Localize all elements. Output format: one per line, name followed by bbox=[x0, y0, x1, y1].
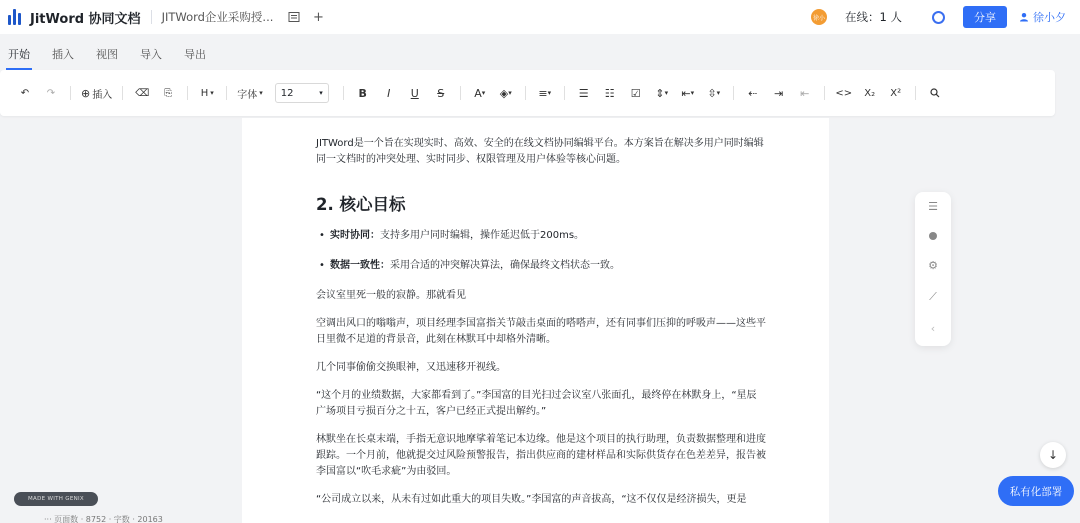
ordered-list-icon[interactable]: ☷ bbox=[604, 86, 615, 100]
divider bbox=[343, 86, 344, 100]
bullet-list-icon[interactable]: ☰ bbox=[578, 86, 589, 100]
format-painter-icon[interactable]: ⎘ bbox=[164, 87, 173, 99]
paragraph: “这个月的业绩数据，大家都看到了。”李国富的目光扫过会议室八张面孔，最终停在林默身上，“星辰广场项目亏损百分之十五，客户已经正式提出解约。” bbox=[316, 390, 757, 417]
bullet-text: 支持多用户同时编辑，操作延迟低于200ms。 bbox=[380, 230, 585, 241]
app-title: JitWord 协同文档 bbox=[30, 11, 141, 27]
heading-select[interactable] bbox=[198, 83, 216, 103]
align-icon[interactable]: ≡ ▾ bbox=[538, 86, 552, 100]
highlight-icon[interactable]: ◈ ▾ bbox=[499, 86, 512, 100]
add-tab-icon[interactable]: + bbox=[312, 9, 324, 25]
paragraph: 空调出风口的嗡嗡声，项目经理李国富指关节敲击桌面的嗒嗒声，还有同事们压抑的呼吸声——这些平日里微不足道的背景音，此刻在林默耳中却格外清晰。 bbox=[316, 318, 766, 345]
section-heading: 2. 核心目标 bbox=[316, 195, 406, 214]
underline-icon[interactable]: U bbox=[410, 86, 419, 100]
document-page[interactable] bbox=[242, 118, 829, 523]
superscript-icon[interactable]: X² bbox=[890, 87, 902, 99]
decrease-indent-icon[interactable]: ⇤ bbox=[800, 86, 810, 100]
floating-tool-panel bbox=[915, 192, 951, 346]
bullet-list bbox=[316, 228, 766, 274]
tab-export[interactable]: 导出 bbox=[184, 48, 206, 61]
user-name: 徐小夕 bbox=[1033, 11, 1066, 24]
outline-icon[interactable]: ☰ bbox=[928, 200, 938, 213]
paragraph: “公司成立以来，从未有过如此重大的项目失败。”李国富的声音拔高，“这不仅仅是经济损失，更是 bbox=[316, 494, 747, 505]
code-icon[interactable]: <> bbox=[835, 87, 853, 99]
intro-paragraph: JITWord是一个旨在实现实时、高效、安全的在线文档协同编辑平台。本方案旨在解决多用户同时编辑同一文档时的冲突处理、实时同步、权限管理及用户体验等核心问题。 bbox=[316, 138, 764, 165]
private-deploy-button[interactable]: 私有化部署 bbox=[998, 476, 1074, 506]
header-actions bbox=[811, 0, 1080, 34]
insert-button[interactable] bbox=[81, 83, 112, 103]
user-menu[interactable] bbox=[1019, 9, 1066, 25]
list-item bbox=[316, 258, 766, 274]
logo-icon bbox=[8, 9, 22, 25]
search-icon[interactable] bbox=[926, 83, 944, 103]
collapse-icon[interactable]: ‹ bbox=[930, 322, 936, 335]
status-bar bbox=[0, 515, 1080, 523]
italic-icon[interactable]: I bbox=[387, 86, 391, 100]
divider bbox=[733, 86, 734, 100]
tab-start[interactable]: 开始 bbox=[8, 38, 30, 66]
undo-icon[interactable]: ↶ bbox=[20, 87, 30, 99]
divider bbox=[70, 86, 71, 100]
gear-icon[interactable]: ⚙ bbox=[928, 259, 938, 272]
ribbon-tabs bbox=[0, 38, 220, 66]
redo-icon[interactable]: ↷ bbox=[46, 87, 56, 99]
status-text: ··· 页面数 · 8752 · 字数 · 20163 bbox=[44, 515, 163, 523]
avatar[interactable]: 徐小 bbox=[811, 9, 827, 25]
font-size-value: 12 bbox=[280, 87, 294, 99]
bullet-label: 数据一致性： bbox=[330, 260, 390, 271]
plus-circle-icon: ⊕ bbox=[81, 86, 91, 100]
divider bbox=[824, 86, 825, 100]
chevron-down-icon: ▾ bbox=[259, 89, 263, 97]
user-icon bbox=[1019, 12, 1029, 22]
eraser-icon[interactable]: ⌫ bbox=[135, 87, 150, 99]
scroll-down-button[interactable]: ↓ bbox=[1040, 442, 1066, 468]
magic-wand-icon[interactable]: ⟋ bbox=[929, 290, 937, 303]
tab-insert[interactable]: 插入 bbox=[52, 48, 74, 61]
tab-import[interactable]: 导入 bbox=[140, 48, 162, 61]
divider bbox=[151, 10, 152, 24]
toolbar bbox=[0, 70, 1055, 116]
indent-icon[interactable]: ⇤ ▾ bbox=[681, 86, 695, 100]
bold-icon[interactable]: B bbox=[358, 86, 367, 100]
paragraph: 几个同事偷偷交换眼神，又迅速移开视线。 bbox=[316, 362, 506, 373]
divider bbox=[564, 86, 565, 100]
divider bbox=[226, 86, 227, 100]
outdent-icon[interactable]: ⇠ bbox=[748, 86, 758, 100]
paragraph: 林默坐在长桌末端，手指无意识地摩挲着笔记本边缘。他是这个项目的执行助理，负责数据整理和进度跟踪。一个月前，他就提交过风险预警报告，指出供应商的建材样品和实际供货存在色差差异，报告被李国富以“吹毛求疵”为由驳回。 bbox=[316, 434, 766, 477]
document-content[interactable] bbox=[316, 136, 766, 520]
font-label: 字体 bbox=[237, 89, 258, 101]
comment-icon[interactable] bbox=[926, 231, 940, 241]
bullet-text: 采用合适的冲突解决算法，确保最终文档状态一致。 bbox=[390, 260, 620, 271]
insert-label: 插入 bbox=[92, 89, 113, 101]
line-height-icon[interactable]: ⇕ ▾ bbox=[655, 86, 669, 100]
tab-view[interactable]: 视图 bbox=[96, 48, 118, 61]
heading-label: H bbox=[200, 87, 209, 99]
font-family-select[interactable] bbox=[237, 83, 263, 103]
chevron-down-icon: ▾ bbox=[210, 89, 214, 97]
divider bbox=[187, 86, 188, 100]
divider bbox=[915, 86, 916, 100]
doc-list-icon[interactable] bbox=[287, 10, 301, 24]
chevron-down-icon: ▾ bbox=[319, 89, 323, 97]
strikethrough-icon[interactable]: S bbox=[437, 86, 445, 100]
online-count: 在线：1 人 bbox=[845, 10, 902, 24]
divider bbox=[525, 86, 526, 100]
task-list-icon[interactable]: ☑ bbox=[630, 86, 641, 100]
divider bbox=[122, 86, 123, 100]
doc-title-tab[interactable]: JITWord企业采购授... bbox=[161, 10, 274, 24]
paragraph: 会议室里死一般的寂静。那就看见 bbox=[316, 290, 466, 301]
bullet-label: 实时协同： bbox=[330, 230, 380, 241]
list-item bbox=[316, 228, 766, 244]
subscript-icon[interactable]: X₂ bbox=[864, 87, 876, 99]
divider bbox=[460, 86, 461, 100]
made-with-badge[interactable]: MADE WITH GENIX bbox=[14, 492, 98, 506]
paragraph-spacing-icon[interactable]: ⇳ ▾ bbox=[707, 86, 721, 100]
share-button[interactable]: 分享 bbox=[963, 6, 1007, 28]
globe-icon[interactable] bbox=[932, 11, 945, 24]
font-size-select[interactable] bbox=[275, 83, 329, 103]
text-color-icon[interactable]: A ▾ bbox=[474, 86, 486, 100]
increase-indent-icon[interactable]: ⇥ bbox=[774, 86, 784, 100]
